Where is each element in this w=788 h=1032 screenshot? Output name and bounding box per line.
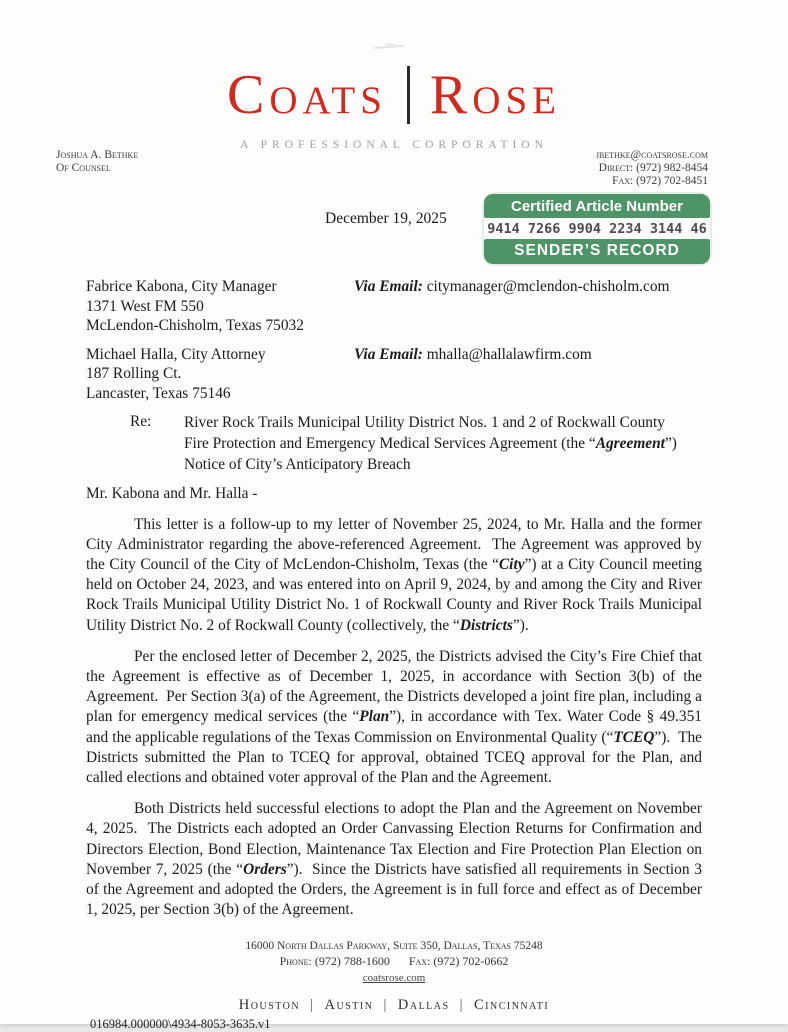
paragraph-3: Both Districts held successful elections to adopt the Plan and the Agreement on November 4, 2025. The Districts each adopted an Order Canvassing Election Returns for Confirmation and Directors Election, Bond Election, Maintenance Tax Election and Fire Protection Plan Election on November 7, 2025 (the “Orders”). Since the Districts have satisfied all requirements in Section 3 of the Agreement and adopted the Orders, the Agreement is in full force and effect as of December 1, 2025, per Section 3(b) of the Agreement. [86, 800, 706, 919]
recipient-row [86, 277, 702, 297]
date-row [86, 192, 707, 277]
recipient-address1: 1371 West FM 550 [86, 297, 204, 315]
via-email-label: Via Email: [354, 278, 423, 295]
footer-address: 16000 North Dallas Parkway, Suite 350, Dallas, Texas 75248 [245, 940, 543, 953]
city-austin: Austin [324, 997, 374, 1014]
certified-mail-sticker [484, 194, 710, 264]
letter-footer [0, 940, 788, 984]
letter-date: December 19, 2025 [325, 210, 447, 227]
contact-direct: Direct: (972) 982-8454 [598, 162, 708, 174]
re-block [86, 412, 702, 475]
footer-website-link: coatsrose.com [362, 972, 426, 985]
recipient-name: Michael Halla, City Attorney [86, 345, 266, 363]
firm-logo [0, 66, 788, 124]
re-line-2: Fire Protection and Emergency Medical Services Agreement (the “Agreement”) [184, 435, 677, 452]
re-line-3: Notice of City’s Anticipatory Breach [184, 456, 411, 473]
recipient-address2: McLendon-Chisholm, Texas 75032 [86, 317, 304, 334]
recipient-block-kabona [86, 277, 702, 336]
logo-divider [407, 66, 410, 124]
city-houston: Houston [238, 997, 301, 1014]
contact-fax: Fax: (972) 702-8451 [612, 175, 708, 187]
salutation: Mr. Kabona and Mr. Halla - [86, 485, 258, 502]
recipient-address2: Lancaster, Texas 75146 [86, 384, 231, 402]
scan-artifact [368, 36, 414, 56]
contact-email: jbethke@coatsrose.com [595, 149, 708, 161]
attorney-title: Of Counsel [56, 162, 111, 174]
logo-word-coats: Coats [227, 64, 387, 126]
via-email-line [354, 345, 592, 365]
sticker-header: Certified Article Number [484, 194, 710, 218]
re-label: Re: [130, 413, 152, 430]
footer-phone-fax [0, 954, 788, 969]
paragraph-2: Per the enclosed letter of December 2, 2025, the Districts advised the City’s Fire Chief that the Agreement is effective as of December 1, 2025, in accordance with Section 3(b) of the Agreement. Per Section 3(a) of the Agreement, the Districts developed a joint fire plan, including a plan for emergency medical services (the “Plan”), in accordance with Tex. Water Code § 49.351 and the applicable regulations of the Texas Commission on Environmental Quality (“TCEQ”). The Districts submitted the Plan to TCEQ for approval, obtained TCEQ approval for the Plan, and called elections and obtained voter approval of the Plan and the Agreement. [86, 647, 706, 786]
attorney-name: Joshua A. Bethke [56, 149, 139, 161]
re-line-1: River Rock Trails Municipal Utility District Nos. 1 and 2 of Rockwall County [184, 414, 665, 431]
recipient-block-halla [86, 345, 702, 404]
certified-article-number: 9414 7266 9904 2234 3144 46 [484, 218, 710, 239]
city-separator: | [310, 997, 315, 1014]
letterhead [0, 0, 788, 192]
city-separator: | [459, 997, 464, 1014]
city-separator: | [383, 997, 388, 1014]
logo-word-rose: Rose [429, 64, 561, 126]
re-lines [184, 412, 702, 475]
via-email-line [354, 277, 670, 297]
attorney-block [56, 149, 138, 175]
recipient-row [86, 345, 702, 365]
paragraph-1: This letter is a follow-up to my letter of November 25, 2024, to Mr. Halla and the former City Administrator regarding the above-referenced Agreement. The Agreement was approved by the City Council of the City of McLendon-Chisholm, Texas (the “City”) at a City Council meeting held on October 24, 2023, and was entered into on April 9, 2024, by and among the City and River Rock Trails Municipal Utility District No. 1 of Rockwall County and River Rock Trails Municipal Utility District No. 2 of Rockwall County (collectively, the “Districts”). [86, 515, 706, 634]
recipient-address1: 187 Rolling Ct. [86, 365, 182, 382]
office-cities [0, 997, 788, 1014]
letter-body [86, 277, 706, 920]
footer-fax: Fax: (972) 702-0662 [408, 954, 509, 969]
via-email-label: Via Email: [354, 345, 423, 363]
contact-block [596, 149, 708, 188]
recipient-name: Fabrice Kabona, City Manager [86, 278, 277, 295]
recipient-email: mhalla@hallalawfirm.com [422, 345, 592, 363]
firm-tagline: A PROFESSIONAL CORPORATION [240, 139, 548, 151]
city-cincinnati: Cincinnati [473, 997, 550, 1014]
footer-phone: Phone: (972) 788-1600 [279, 954, 390, 969]
city-dallas: Dallas [397, 997, 450, 1014]
footer-website [0, 972, 788, 984]
sticker-footer: SENDER’S RECORD [484, 239, 710, 264]
document-file-number: 016984.000000\4934-8053-3635.v1 [90, 1017, 271, 1032]
recipient-email: citymanager@mclendon-chisholm.com [422, 278, 670, 295]
